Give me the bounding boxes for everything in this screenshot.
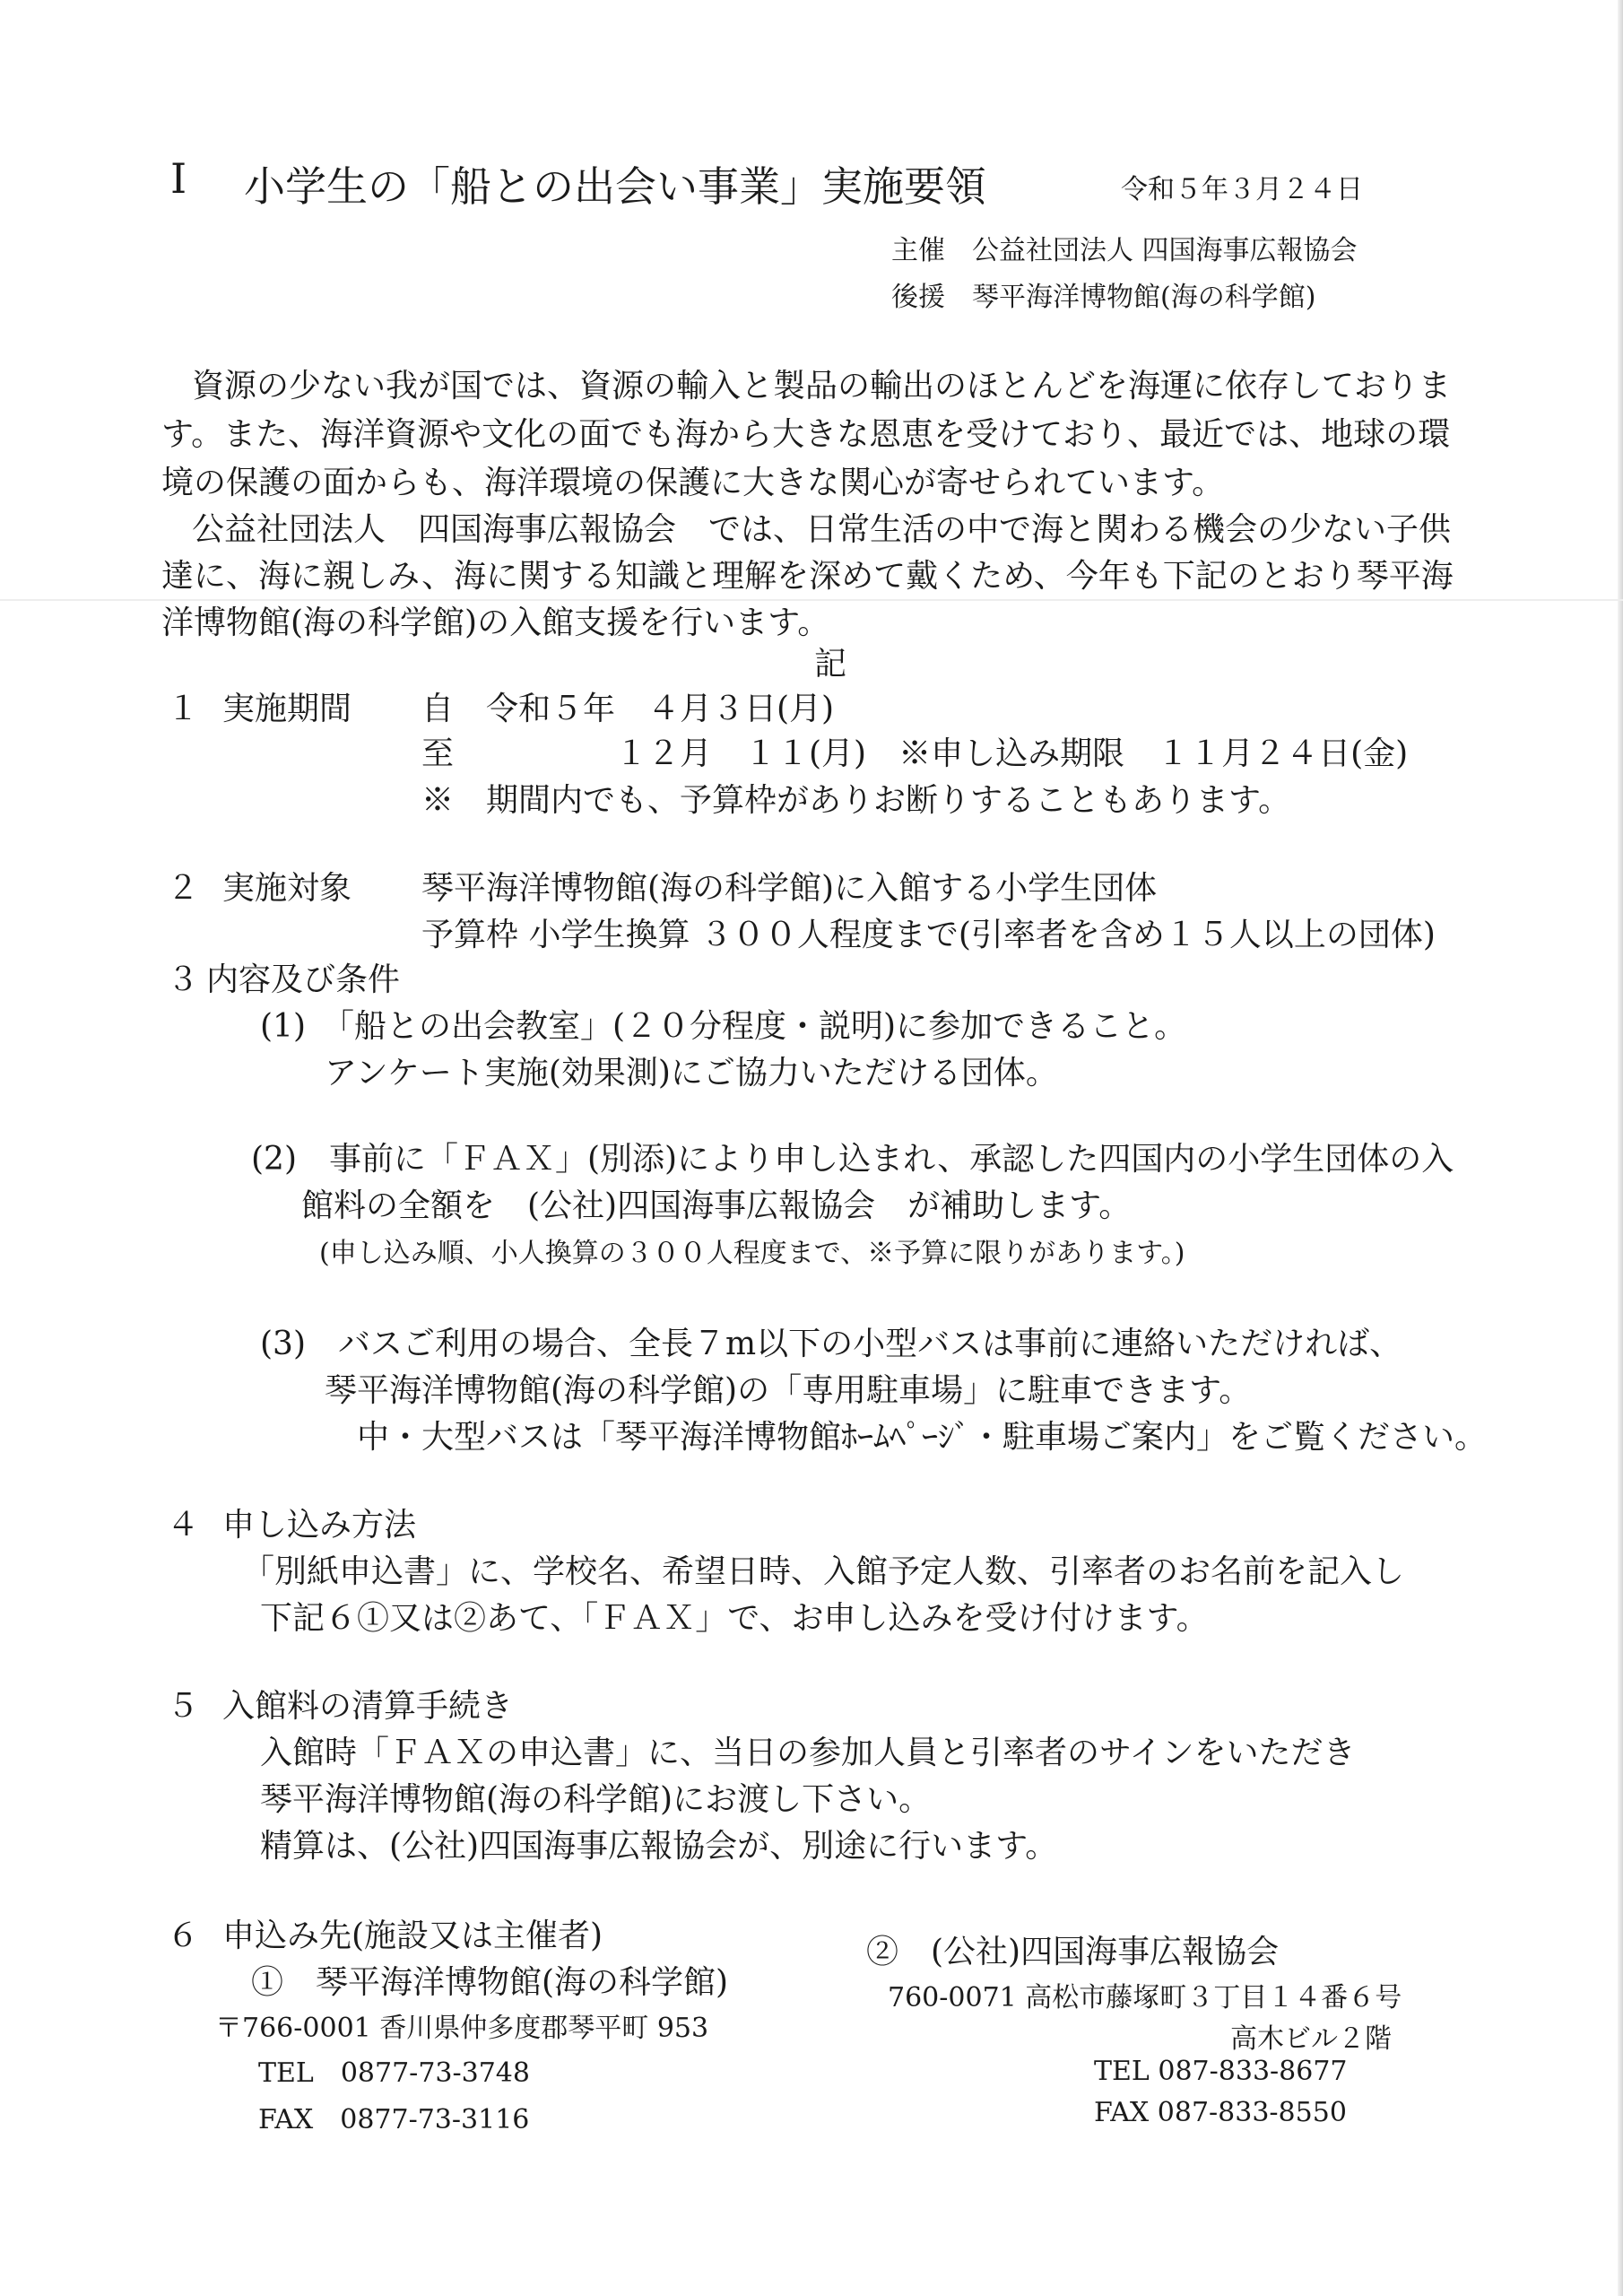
contact-museum-name: ① 琴平海洋博物館(海の科学館) (251, 1964, 729, 2001)
settlement-line-1: 入館時「ＦＡＸの申込書」に、当日の参加人員と引率者のサインをいただき (260, 1735, 1356, 1771)
supporter-line: 後援 琴平海洋博物館(海の科学館) (891, 282, 1316, 313)
condition-2-line-3: (申し込み順、小人換算の３００人程度まで、※予算に限りがあります。) (319, 1238, 1185, 1269)
section-1-heading: 実施期間 (222, 691, 352, 727)
condition-1-line-2: アンケート実施(効果測)にご協力いただける団体。 (325, 1055, 1058, 1091)
page-edge-shadow (1618, 0, 1623, 2296)
intro-line-6: 洋博物館(海の科学館)の入館支援を行います。 (161, 604, 830, 641)
method-line-2: 下記６①又は②あて、「ＦＡＸ」で、お申し込みを受け付けます。 (260, 1600, 1209, 1637)
contact-association-tel: TEL 087-833-8677 (1094, 2056, 1348, 2087)
section-1-number: １ (167, 691, 200, 727)
section-5-number: ５ (167, 1688, 200, 1725)
target-line-1: 琴平海洋博物館(海の科学館)に入館する小学生団体 (421, 870, 1158, 907)
intro-line-3: 境の保護の面からも、海洋環境の保護に大きな関心が寄せられています。 (161, 465, 1225, 501)
contact-association-name: ② (公社)四国海事広報協会 (866, 1934, 1280, 1970)
settlement-line-2: 琴平海洋博物館(海の科学館)にお渡し下さい。 (260, 1781, 932, 1818)
contact-museum-fax: FAX 0877-73-3116 (258, 2104, 530, 2135)
condition-3-line-2: 琴平海洋博物館(海の科学館)の「専用駐車場」に駐車できます。 (325, 1372, 1252, 1409)
condition-3-line-1: (3) バスご利用の場合、全長７m以下の小型バスは事前に連絡いただければ、 (260, 1326, 1402, 1362)
title-number: I (170, 154, 187, 203)
section-4-number: ４ (167, 1507, 200, 1544)
contact-museum-tel: TEL 0877-73-3748 (258, 2057, 530, 2089)
contact-association-address: 760-0071 高松市藤塚町３丁目１４番６号 (888, 1982, 1402, 2013)
target-line-2: 予算枠 小学生換算 ３００人程度まで(引率者を含め１５人以上の団体) (421, 917, 1436, 953)
settlement-line-3: 精算は、(公社)四国海事広報協会が、別途に行います。 (260, 1828, 1058, 1865)
condition-2-line-2: 館料の全額を (公社)四国海事広報協会 が補助します。 (301, 1187, 1132, 1224)
document-title: 小学生の「船との出会い事業」実施要領 (244, 162, 986, 211)
section-6-number: ６ (167, 1918, 200, 1954)
intro-line-5: 達に、海に親しみ、海に関する知識と理解を深めて戴くため、今年も下記のとおり琴平海 (161, 558, 1454, 595)
document-date: 令和５年３月２４日 (1121, 174, 1363, 205)
contact-museum-address: 〒766-0001 香川県仲多度郡琴平町 953 (215, 2013, 709, 2044)
intro-line-4: 公益社団法人 四国海事広報協会 では、日常生活の中で海と関わる機会の少ない子供 (192, 511, 1452, 548)
contact-association-fax: FAX 087-833-8550 (1094, 2097, 1347, 2128)
condition-2-line-1: (2) 事前に「ＦＡＸ」(別添)により申し込まれ、承認した四国内の小学生団体の入 (251, 1141, 1454, 1178)
condition-1-line-1: (1) 「船との出会教室」(２０分程度・説明)に参加できること。 (260, 1008, 1187, 1045)
section-3-heading: 内容及び条件 (206, 961, 401, 998)
ki-mark: 記 (814, 646, 847, 683)
organizer-line: 主催 公益社団法人 四国海事広報協会 (891, 235, 1358, 266)
section-5-heading: 入館料の清算手続き (222, 1688, 514, 1725)
contact-association-building: 高木ビル２階 (1230, 2023, 1392, 2055)
section-4-heading: 申し込み方法 (222, 1507, 417, 1544)
section-3-number: ３ (167, 961, 200, 998)
section-2-number: ２ (167, 870, 200, 907)
section-2-heading: 実施対象 (222, 870, 352, 907)
period-to: 至 １２月 １１(月) ※申し込み期限 １１月２４日(金) (421, 735, 1409, 772)
condition-3-line-3: 中・大型バスは「琴平海洋博物館ﾎｰﾑﾍﾟｰｼﾞ・駐車場ご案内」をご覧ください。 (357, 1419, 1488, 1456)
period-from: 自 令和５年 ４月３日(月) (421, 691, 835, 727)
method-line-1: 「別紙申込書」に、学校名、希望日時、入館予定人数、引率者のお名前を記入し (242, 1553, 1405, 1590)
intro-line-2: す。また、海洋資源や文化の面でも海から大きな恩恵を受けており、最近では、地球の環 (161, 416, 1451, 453)
intro-line-1: 資源の少ない我が国では、資源の輸入と製品の輸出のほとんどを海運に依存しておりま (192, 368, 1452, 404)
section-6-heading: 申込み先(施設又は主催者) (222, 1918, 603, 1954)
period-note: ※ 期間内でも、予算枠がありお断りすることもあります。 (421, 782, 1291, 819)
